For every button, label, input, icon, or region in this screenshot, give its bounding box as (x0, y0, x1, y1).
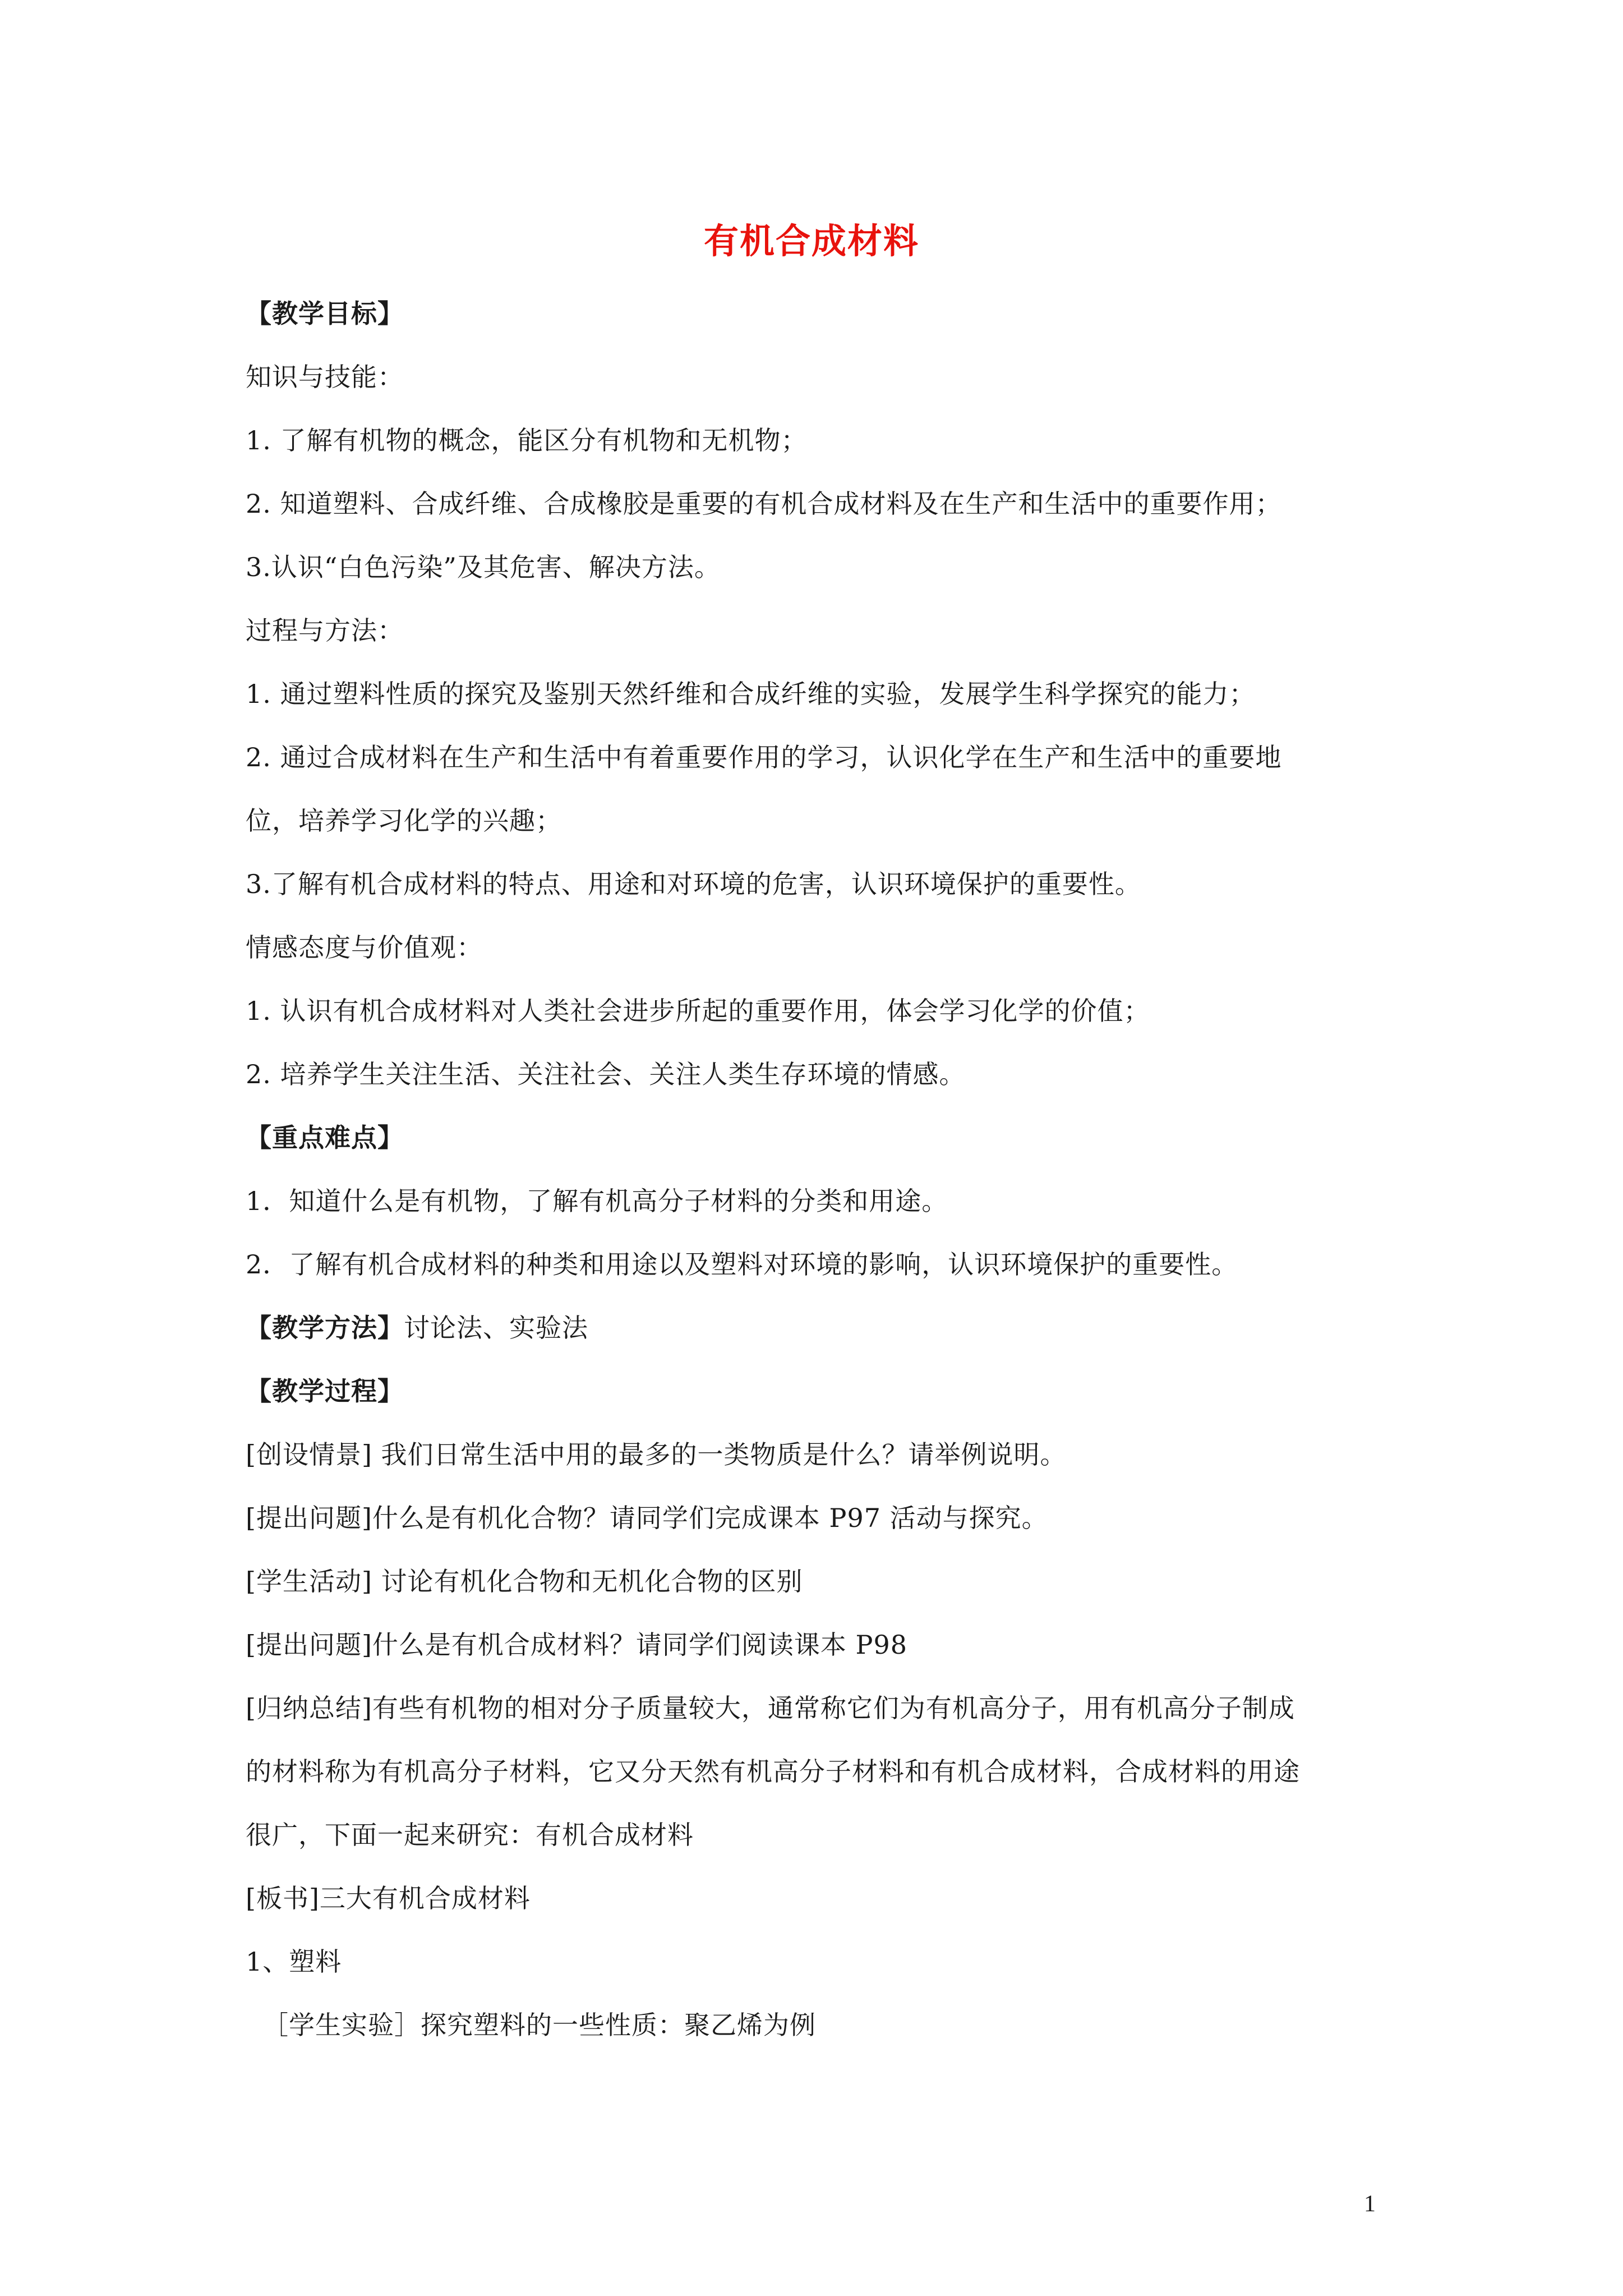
list-item: 1. 了解有机物的概念，能区分有机物和无机物； (246, 425, 808, 455)
list-item: 1. 认识有机合成材料对人类社会进步所起的重要作用，体会学习化学的价值； (246, 996, 1150, 1026)
paragraph: ［学生实验］探究塑料的一些性质：聚乙烯为例 (262, 2010, 816, 2040)
paragraph: [归纳总结]有些有机物的相对分子质量较大，通常称它们为有机高分子，用有机高分子制成 (246, 1693, 1295, 1723)
list-item: 1. 通过塑料性质的探究及鉴别天然纤维和合成纤维的实验，发展学生科学探究的能力； (246, 679, 1256, 709)
list-item: 2. 知道塑料、合成纤维、合成橡胶是重要的有机合成材料及在生产和生活中的重要作用； (246, 489, 1282, 519)
paragraph: [提出问题]什么是有机合成材料？请同学们阅读课本 P98 (246, 1630, 907, 1660)
section-heading-teaching-objectives: 【教学目标】 (246, 298, 404, 329)
list-item: 3.了解有机合成材料的特点、用途和对环境的危害，认识环境保护的重要性。 (246, 869, 1141, 899)
list-item-continuation: 位，培养学习化学的兴趣； (246, 806, 562, 836)
subheading-process-methods: 过程与方法： (246, 615, 404, 646)
page-number: 1 (1364, 2191, 1376, 2217)
list-item: 2．了解有机合成材料的种类和用途以及塑料对环境的影响，认识环境保护的重要性。 (246, 1249, 1238, 1280)
subheading-knowledge-skills: 知识与技能： (246, 362, 404, 392)
section-heading-key-points: 【重点难点】 (246, 1122, 404, 1153)
teaching-methods-text: 讨论法、实验法 (404, 1313, 588, 1343)
paragraph: [学生活动] 讨论有机化合物和无机化合物的区别 (246, 1566, 803, 1596)
list-item: 2. 通过合成材料在生产和生活中有着重要作用的学习，认识化学在生产和生活中的重要地 (246, 742, 1282, 772)
list-item: 3.认识“白色污染”及其危害、解决方法。 (246, 552, 721, 582)
section-heading-teaching-process: 【教学过程】 (246, 1376, 404, 1406)
document-title: 有机合成材料 (703, 220, 919, 261)
paragraph: 1、塑料 (246, 1947, 342, 1977)
paragraph: [创设情景] 我们日常生活中用的最多的一类物质是什么？请举例说明。 (246, 1439, 1067, 1470)
paragraph-continuation: 很广，下面一起来研究：有机合成材料 (246, 1820, 694, 1850)
document-body (246, 297, 1390, 2072)
list-item: 2. 培养学生关注生活、关注社会、关注人类生存环境的情感。 (246, 1059, 966, 1089)
section-heading-teaching-methods: 【教学方法】 (246, 1313, 404, 1343)
teaching-methods-line (246, 1312, 1390, 1344)
paragraph: [板书]三大有机合成材料 (246, 1883, 531, 1913)
subheading-attitudes-values: 情感态度与价值观： (246, 932, 483, 963)
paragraph-continuation: 的材料称为有机高分子材料，它又分天然有机高分子材料和有机合成材料，合成材料的用途 (246, 1756, 1300, 1787)
paragraph: [提出问题]什么是有机化合物？请同学们完成课本 P97 活动与探究。 (246, 1503, 1048, 1533)
list-item: 1．知道什么是有机物，了解有机高分子材料的分类和用途。 (246, 1186, 948, 1216)
